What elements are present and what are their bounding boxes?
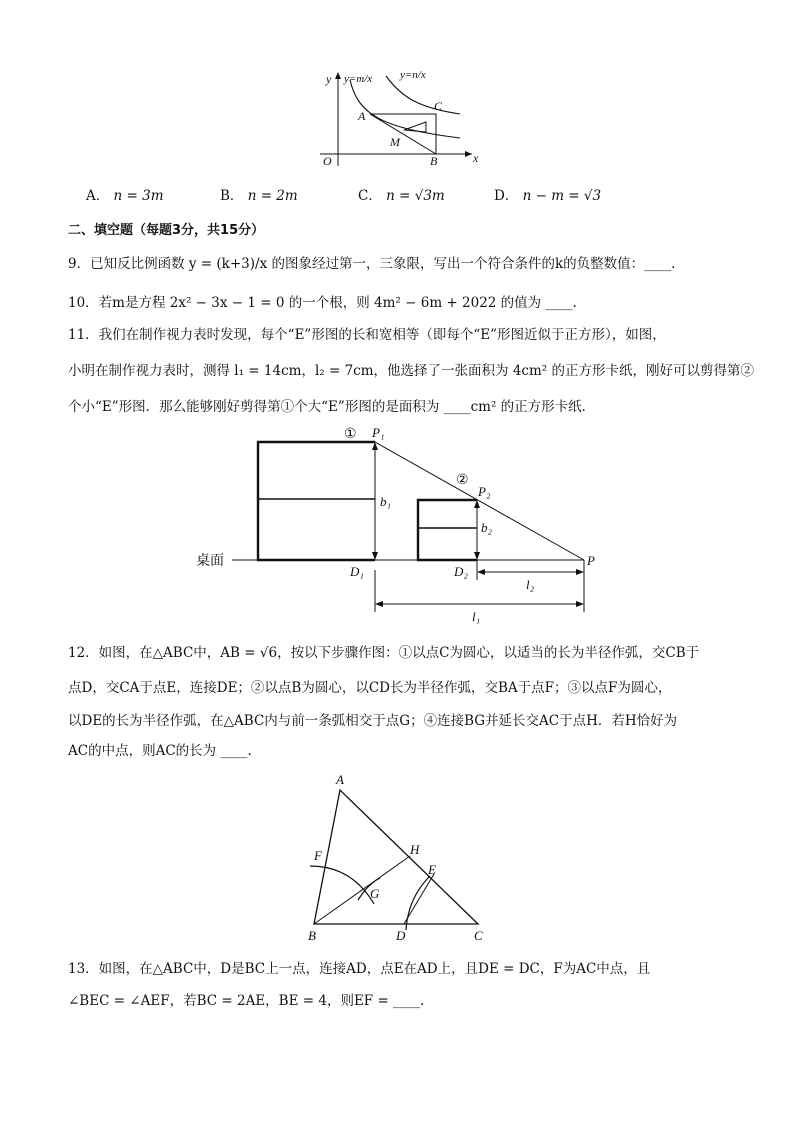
option-d[interactable]: D． n − m = √3: [494, 188, 602, 204]
option-b[interactable]: B． n = 2m: [220, 188, 298, 204]
point-d-label: D: [396, 928, 406, 943]
question-11-line-2: 小明在制作视力表时，测得 l₁ = 14cm，l₂ = 7cm，他选择了一张面积为 4cm² 的正方形卡纸，刚好可以剪得第②: [68, 363, 754, 379]
small-triangle: [404, 122, 426, 132]
arrow-left-icon: [477, 569, 485, 575]
option-a[interactable]: A． n = 3m: [86, 188, 164, 204]
vertex-b-label: B: [308, 928, 316, 943]
point-b-label: B: [430, 154, 438, 168]
question-13-line-2: ∠BEC = ∠AEF，若BC = 2AE，BE = 4，则EF = ____.: [68, 993, 425, 1009]
section-title: 二、填空题（每题3分，共15分）: [68, 223, 265, 238]
figure-triangle-construction: [300, 770, 500, 946]
arrow-right-icon: [576, 601, 584, 607]
point-g-label: G: [370, 886, 380, 901]
x-axis-arrow-icon: [465, 151, 472, 157]
point-a-label: A: [358, 109, 366, 123]
question-12-line-2: 点D，交CA于点E，连接DE；②以点B为圆心，以CD长为半径作弧，交BA于点F；③以点F为圆心，: [68, 680, 672, 696]
point-c-label: C: [434, 99, 443, 113]
y-axis-label: y: [326, 72, 332, 86]
arrow-right-icon: [576, 569, 584, 575]
d2-label: D₂: [454, 564, 468, 579]
arc-from-c: [406, 876, 430, 930]
segment-de: [404, 874, 434, 924]
segment-ab: [370, 114, 436, 154]
curve-m-label: y=m/x: [344, 73, 373, 85]
point-m-label: M: [390, 135, 400, 149]
arrow-left-icon: [375, 601, 383, 607]
question-10: 10．若m是方程 2x² − 3x − 1 = 0 的一个根，则 4m² − 6m + 2022 的值为 ____.: [68, 295, 577, 311]
figure-vision-chart: [190, 420, 610, 630]
p-label: P: [587, 553, 595, 568]
circle-2-label: ②: [456, 473, 469, 488]
triangle-abc: [314, 790, 478, 924]
point-h-label: H: [410, 842, 420, 857]
curve-n: [386, 76, 460, 114]
vertex-a-label: A: [336, 772, 344, 787]
question-12-line-4: AC的中点，则AC的长为 ____.: [68, 743, 252, 759]
segment-bh: [314, 856, 410, 924]
point-f-label: F: [314, 848, 322, 863]
sight-line: [375, 442, 584, 560]
p1-label: P₁: [372, 425, 385, 440]
small-e-shape: [418, 500, 477, 560]
circle-1-label: ①: [344, 427, 357, 442]
question-11-line-1: 11．我们在制作视力表时发现，每个“E”形图的长和宽相等（即每个“E”形图近似于正方形），如图，: [68, 327, 666, 343]
curve-n-label: y=n/x: [400, 69, 426, 81]
b1-label: b₁: [380, 494, 392, 509]
question-11-line-3: 个小“E”形图．那么能够刚好剪得第①个大“E”形图的是面积为 ____cm² 的正方形卡纸．: [68, 399, 596, 415]
arrow-down-icon: [372, 552, 378, 560]
l2-label: l₂: [526, 577, 535, 592]
y-axis-arrow-icon: [335, 72, 341, 79]
question-13-line-1: 13．如图，在△ABC中，D是BC上一点，连接AD，点E在AD上，且DE = DC，F为AC中点，且: [68, 961, 651, 977]
question-9: 9．已知反比例函数 y = (k+3)/x 的图象经过第一，三象限，写出一个符合条件的k的负整数值：____.: [68, 256, 676, 272]
origin-label: O: [323, 154, 332, 168]
p2-label: P₂: [478, 484, 491, 499]
desk-label: 桌面: [196, 554, 224, 569]
question-12-line-3: 以DE的长为半径作弧，在△ABC内与前一条弧相交于点G；④连接BG并延长交AC于点H．若H恰好为: [68, 713, 678, 729]
b2-label: b₂: [481, 520, 493, 535]
arrow-down-icon: [474, 552, 480, 560]
l1-label: l₁: [472, 609, 481, 624]
x-axis-label: x: [473, 151, 479, 165]
option-c[interactable]: C． n = √3m: [358, 188, 445, 204]
question-12-line-1: 12．如图，在△ABC中，AB = √6，按以下步骤作图：①以点C为圆心，以适当的长为半径作弧，交CB于: [68, 645, 700, 661]
vertex-c-label: C: [474, 928, 483, 943]
d1-label: D₁: [350, 564, 364, 579]
big-e-shape: [258, 442, 375, 560]
figure-hyperbolas: [310, 62, 490, 174]
point-e-label: E: [428, 862, 436, 877]
